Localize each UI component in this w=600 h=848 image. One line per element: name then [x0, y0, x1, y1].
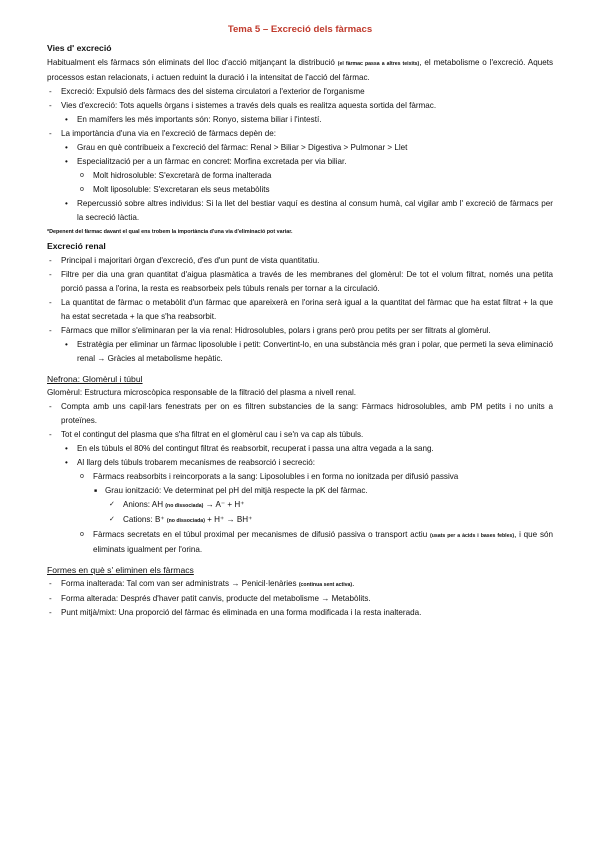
list-item: o Fàrmacs reabsorbits i reincorporats a la sang: Liposolubles i en forma no ionitzada per difusió passiva	[47, 470, 553, 484]
intro-paragraph	[47, 56, 553, 85]
anions-note: (no dissociada)	[165, 503, 204, 509]
list-item: • Estratègia per eliminar un fàrmac liposoluble i petit: Convertint-lo, en una substància més gran i polar, que permeti la seva eliminació renal → Gràcies al metabolisme hepàtic.	[47, 338, 553, 366]
list-item: - Vies d'excreció: Tots aquells òrgans i sistemes a través dels quals es realitza aquesta sortida del fàrmac.	[47, 99, 553, 113]
list-item: - Punt mitjà/mixt: Una proporció del fàrmac és eliminada en una forma modificada i la resta inalterada.	[47, 606, 553, 620]
intro-text-end: , el metabolisme o l'excreció. Aquets processos estan relacionats, i actuen reduint la duració i la intensitat de l'acció del fàrmac.	[47, 58, 554, 82]
list-item: - La importància d'una via en l'excreció de fàrmacs depèn de:	[47, 127, 553, 141]
list-item: ■ Grau ionització: Ve determinat pel pH del mitjà respecte la pK del fàrmac.	[47, 484, 553, 498]
cations-note: (no dissociada)	[166, 518, 205, 524]
list-item: - Tot el contingut del plasma que s'ha filtrat en el glomèrul cau i se'n va cap als túbuls.	[47, 428, 553, 442]
section-heading-formes: Formes en què s' eliminen els fàrmacs	[47, 565, 194, 575]
list-item: o Molt liposoluble: S'excretaran els seus metabòlits	[47, 183, 553, 197]
list-item-inalterada	[47, 577, 553, 592]
list-item: • Grau en què contribueix a l'excreció del fàrmac: Renal > Biliar > Digestiva > Pulmonar > Llet	[47, 141, 553, 155]
formes-list	[47, 577, 553, 620]
section-heading-nefrona: Nefrona: Glomèrul i túbul	[47, 374, 143, 384]
cations-text: Cations: B⁺	[123, 515, 167, 524]
list-item-cations	[47, 513, 553, 528]
list-item: o Molt hidrosoluble: S'excretarà de forma inalterada	[47, 169, 553, 183]
list-item-anions	[47, 498, 553, 513]
list-item: - Fàrmacs que millor s'eliminaran per la via renal: Hidrosolubles, polars i grans però prou petits per ser filtrats al glomèrul.	[47, 324, 553, 338]
secretats-text-end: , i que són eliminats igualment per l'orina.	[93, 530, 553, 554]
intro-text: Habitualment els fàrmacs són eliminats del lloc d'acció mitjançant la distribució	[47, 58, 335, 67]
list-item-secretats	[47, 528, 553, 557]
list-item: • Especialització per a un fàrmac en concret: Morfina excretada per via biliar.	[47, 155, 553, 169]
inalterada-end: .	[352, 579, 355, 588]
cations-formula: + H⁺ → BH⁺	[204, 515, 253, 524]
list-item: - Forma alterada: Després d'haver patit canvis, producte del metabolisme → Metabòlits.	[47, 592, 553, 606]
section-heading-renal: Excreció renal	[47, 241, 106, 251]
list-item: - Filtre per dia una gran quantitat d'aigua plasmàtica a través de les membranes del glomèrul: De tot el volum filtrat, només una petita porció passa a l'orina, la resta es reabsorbeix pels túbuls renals per tornar a la circulació.	[47, 268, 553, 296]
anions-text: Anions: AH	[123, 500, 166, 509]
list-item: • Repercussió sobre altres individus: Si la llet del bestiar vaquí es destina al consum humà, cal vigilar amb l' excreció de fàrmacs per la secreció làctia.	[47, 197, 553, 225]
vies-list	[47, 85, 553, 225]
anions-formula: → A⁻ + H⁺	[203, 500, 245, 509]
page-title: Tema 5 – Excreció dels fàrmacs	[227, 24, 373, 35]
intro-small-note: (el fàrmac passa a altres teixits)	[337, 61, 420, 67]
list-item: • En mamífers les més importants són: Ronyo, sistema biliar i l'intestí.	[47, 113, 553, 127]
footnote: *Depenent del fàrmac davant el qual ens trobem la importància d'una via d'eliminació pot variar.	[47, 229, 293, 235]
list-item: • Al llarg dels túbuls trobarem mecanismes de reabsorció i secreció:	[47, 456, 553, 470]
list-item: - Excreció: Expulsió dels fàrmacs des del sistema circulatori a l'exterior de l'organisme	[47, 85, 553, 99]
inalterada-text: Forma inalterada: Tal com van ser administrats → Penicil·lenàries	[61, 579, 299, 588]
renal-list	[47, 254, 553, 366]
section-heading-vies: Vies d' excreció	[47, 43, 112, 53]
secretats-text: Fàrmacs secretats en el túbul proximal per mecanismes de difusió passiva o transport actiu	[93, 530, 430, 539]
list-item: • En els túbuls el 80% del contingut filtrat és reabsorbit, recuperat i passa una altra vegada a la sang.	[47, 442, 553, 456]
secretats-note: (usats per a àcids i bases febles)	[429, 533, 515, 539]
nefrona-list	[47, 400, 553, 557]
list-item: - Principal i majoritari òrgan d'excreció, d'es d'un punt de vista quantitatiu.	[47, 254, 553, 268]
list-item: - La quantitat de fàrmac o metabòlit d'un fàrmac que apareixerà en l'orina serà igual a la quantitat del fàrmac que ha estat filtrat + la que ha estat secretada + la que s'ha reabsorbit.	[47, 296, 553, 324]
list-item: - Compta amb uns capil·lars fenestrats per on es filtren substancies de la sang: Fàrmacs hidrosolubles, amb PM petits i no units a proteïnes.	[47, 400, 553, 428]
glomerul-definition: Glomèrul: Estructura microscòpica responsable de la filtració del plasma a nivell renal.	[47, 388, 357, 397]
inalterada-note: (continua sent activa)	[298, 582, 353, 588]
